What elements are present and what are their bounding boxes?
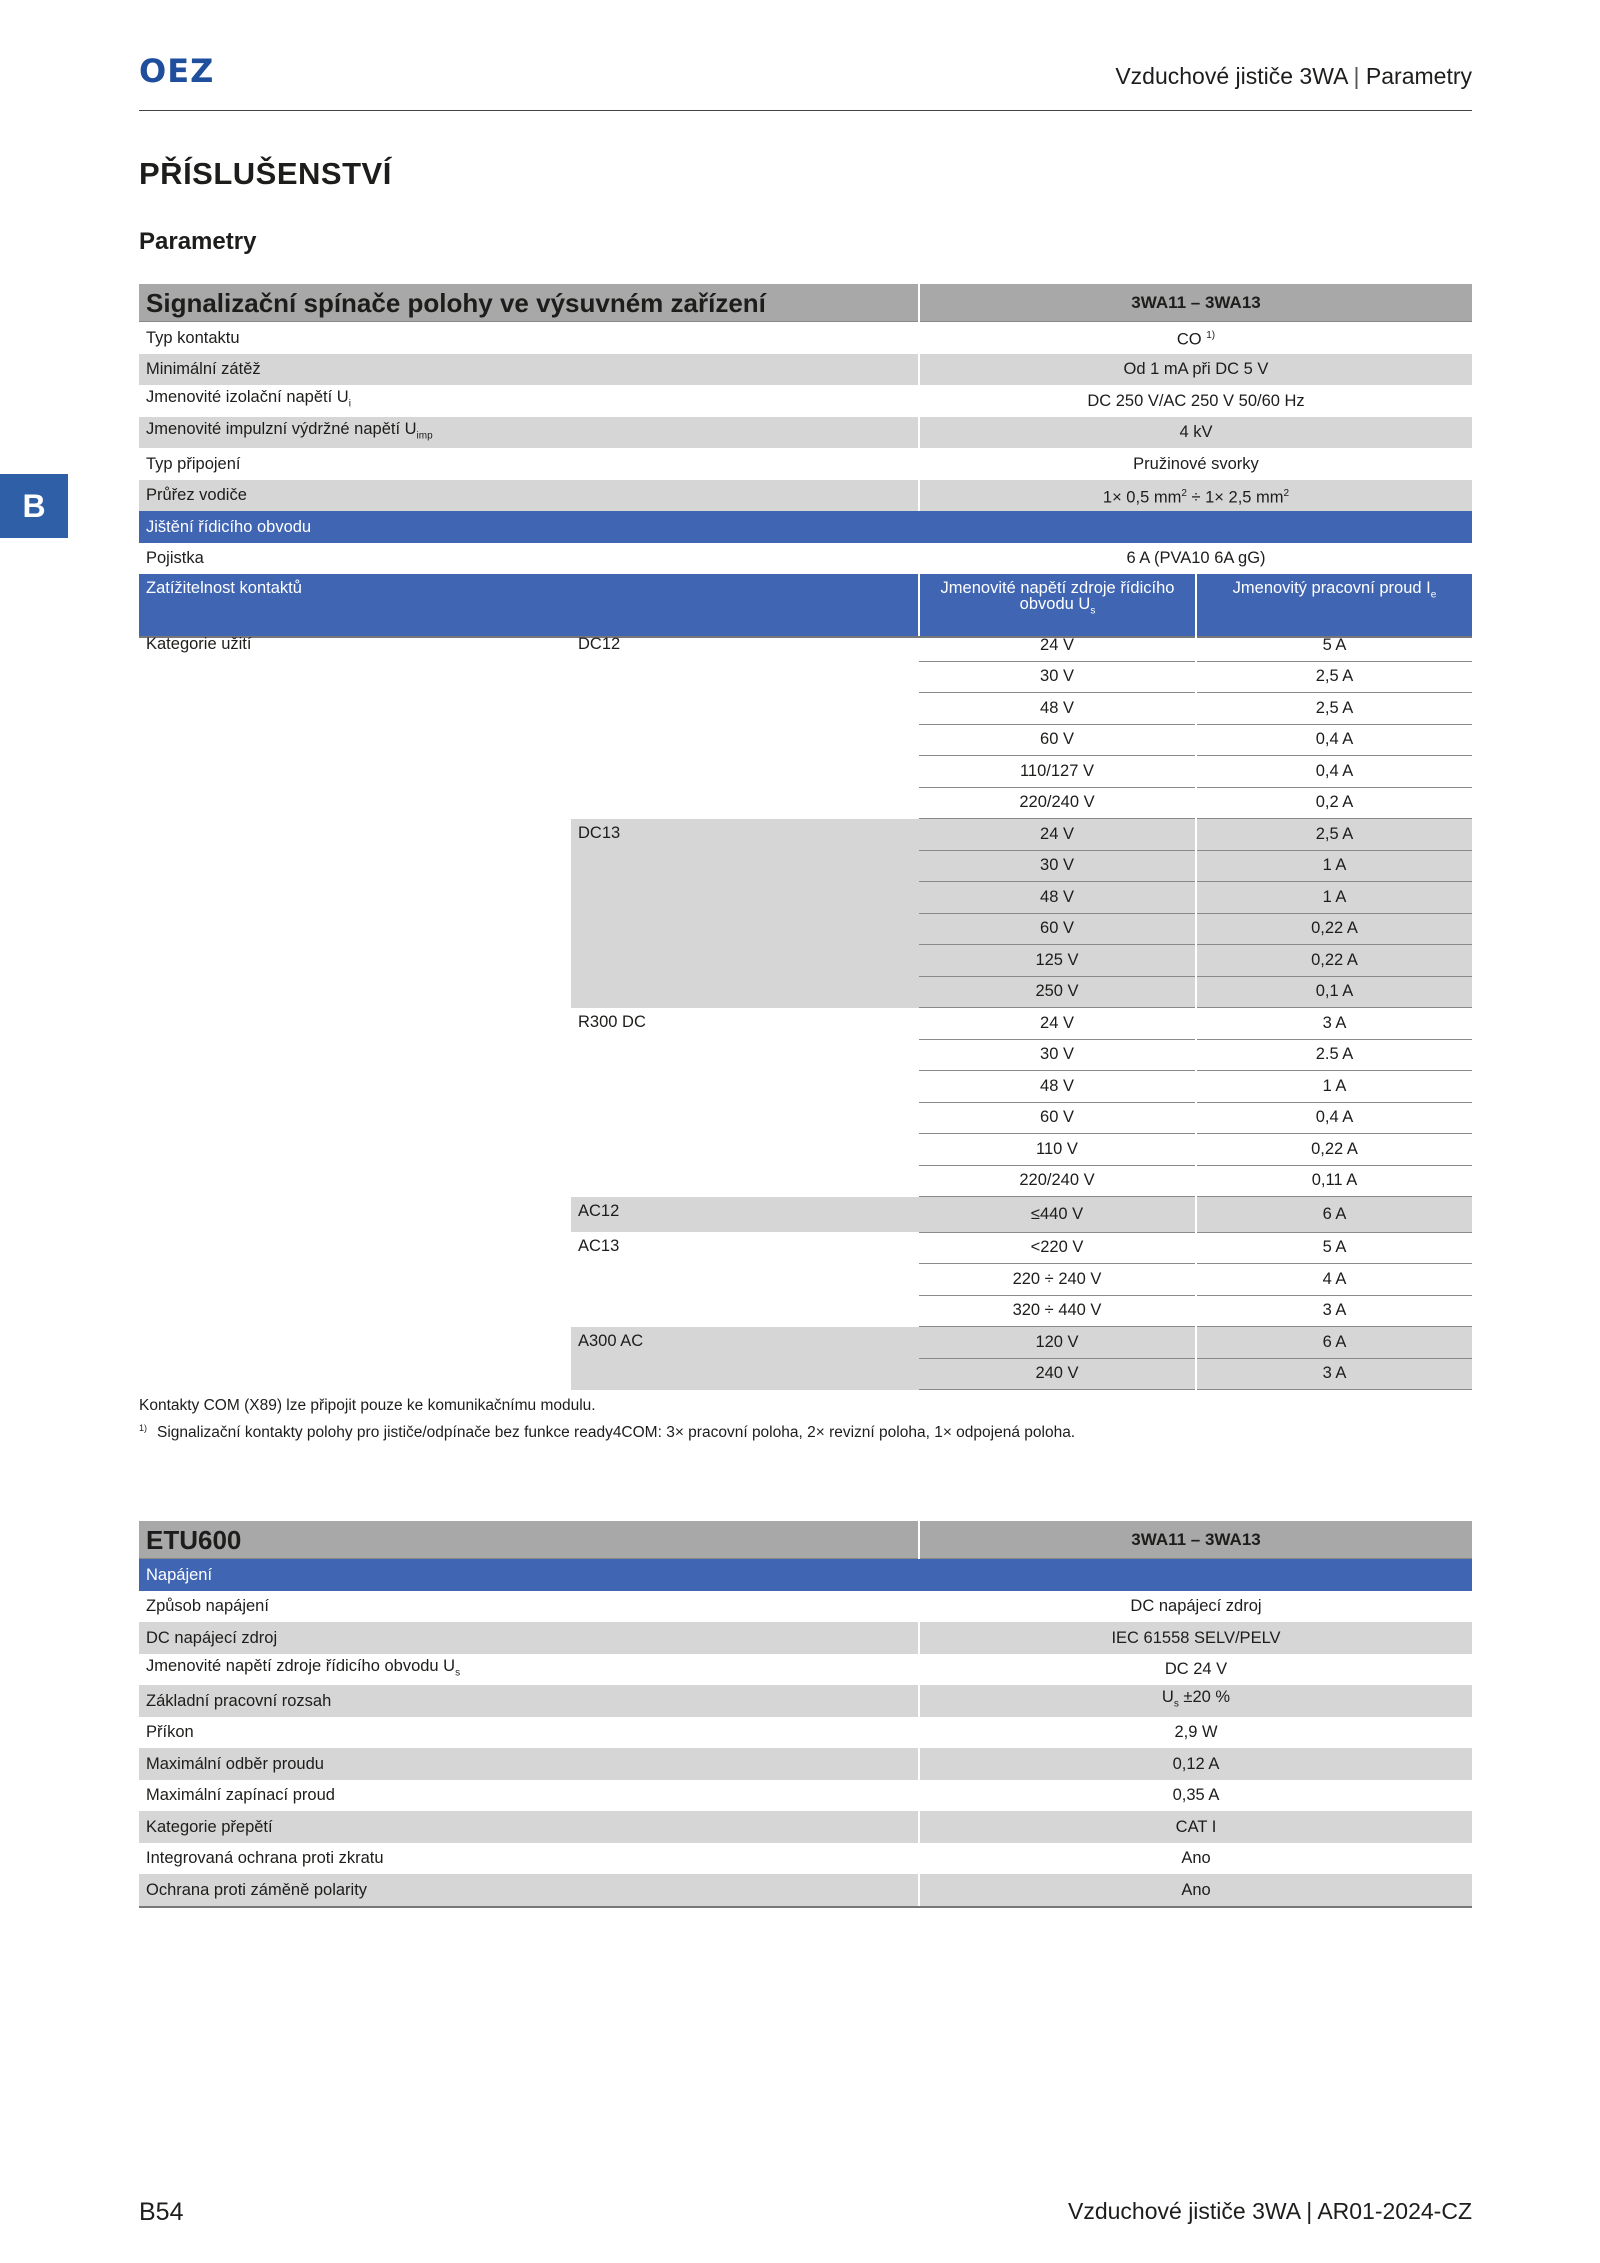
category-name: DC12	[578, 635, 621, 653]
row-value: 0,12 A	[919, 1748, 1472, 1780]
row-label: Kategorie přepětí	[139, 1811, 919, 1843]
table-row	[139, 448, 1472, 480]
voltage-value: 240 V	[919, 1358, 1196, 1390]
current-value: 0,22 A	[1196, 1134, 1472, 1166]
table-row	[139, 1748, 1472, 1780]
voltage-value: 60 V	[919, 724, 1196, 756]
usage-category-table	[139, 630, 1472, 1390]
voltage-value: 110 V	[919, 1134, 1196, 1166]
row-label: Minimální zátěž	[139, 354, 919, 386]
voltage-value: 48 V	[919, 882, 1196, 914]
current-value: 0,1 A	[1196, 976, 1472, 1008]
row-value: CO $^{1)}$	[919, 322, 1472, 354]
table-title: ETU600	[139, 1521, 919, 1559]
category-name: R300 DC	[578, 1012, 646, 1031]
voltage-value: 30 V	[919, 661, 1196, 693]
header-title-sub: Parametry	[1365, 63, 1472, 89]
row-value: Pružinové svorky	[919, 448, 1472, 480]
voltage-value: 120 V	[919, 1327, 1196, 1359]
table-row	[139, 322, 1472, 354]
row-label: Maximální zapínací proud	[146, 1786, 335, 1805]
row-value: IEC 61558 SELV/PELV	[919, 1622, 1472, 1654]
table-range: 3WA11 – 3WA13	[919, 1521, 1472, 1559]
row-value: Ano	[919, 1874, 1472, 1907]
section-label: Jištění řídicího obvodu	[139, 511, 1472, 543]
voltage-value: 30 V	[919, 1039, 1196, 1071]
current-value: 6 A	[1196, 1327, 1472, 1359]
voltage-value: 220/240 V	[919, 787, 1196, 819]
footer-separator: |	[1306, 2198, 1313, 2224]
section-label: Napájení	[139, 1559, 1472, 1591]
row-label: Příkon	[146, 1723, 194, 1742]
current-value: 2,5 A	[1196, 661, 1472, 693]
table-row	[139, 1811, 1472, 1843]
note-footnote: $^{1)}$ Signalizační kontakty polohy pro jističe/odpínače bez funkce ready4COM: 3× pracovní poloha, 2× revizní poloha, 1× odpojená poloha.	[139, 1423, 1076, 1442]
header-separator: |	[1353, 63, 1360, 89]
voltage-value: 48 V	[919, 1071, 1196, 1103]
footer-document-id	[1068, 2198, 1472, 2225]
voltage-value: 24 V	[919, 1008, 1196, 1040]
row-value: 1× 0,5 $mm^2 \div 1\times 2,5$ $mm^2$	[919, 480, 1472, 512]
table-row	[139, 1874, 1472, 1907]
row-label: Pojistka	[146, 549, 204, 568]
row-label: Maximální odběr proudu	[139, 1748, 919, 1780]
current-value: 3 A	[1196, 1358, 1472, 1390]
table-row	[139, 1780, 1472, 1812]
current-value: 2,5 A	[1196, 693, 1472, 725]
header-divider	[139, 110, 1472, 111]
voltage-value: <220 V	[919, 1232, 1196, 1264]
row-value: DC napájecí zdroj	[919, 1591, 1472, 1623]
row-label: Ochrana proti záměně polarity	[139, 1874, 919, 1907]
table-row	[139, 1622, 1472, 1654]
table-notes	[139, 1394, 1075, 1444]
switch-parameters-table	[139, 284, 1472, 638]
voltage-value: 320 ÷ 440 V	[919, 1295, 1196, 1327]
row-label: Průřez vodiče	[139, 480, 919, 512]
current-value: 0,22 A	[1196, 913, 1472, 945]
row-value: 6 A (PVA10 6A gG)	[919, 543, 1472, 575]
current-value: 1 A	[1196, 1071, 1472, 1103]
row-label: Integrovaná ochrana proti zkratu	[146, 1849, 384, 1868]
row-value: $U_s \pm 20$ %	[919, 1685, 1472, 1717]
row-value: CAT I	[919, 1811, 1472, 1843]
current-value: 3 A	[1196, 1295, 1472, 1327]
row-label: Typ připojení	[146, 454, 241, 473]
table-title-row	[139, 1521, 1472, 1559]
row-label: Základní pracovní rozsah	[139, 1685, 919, 1717]
table-row	[139, 1717, 1472, 1749]
table-range: 3WA11 – 3WA13	[919, 284, 1472, 322]
current-value: 0,4 A	[1196, 1102, 1472, 1134]
current-value: 0,2 A	[1196, 787, 1472, 819]
voltage-value: 24 V	[919, 630, 1196, 661]
row-value: Od 1 mA při DC 5 V	[919, 354, 1472, 386]
current-value: 0,4 A	[1196, 724, 1472, 756]
row-label: Typ kontaktu	[146, 328, 240, 347]
page-number: B54	[139, 2198, 184, 2226]
current-value: 2.5 A	[1196, 1039, 1472, 1071]
column-header-voltage: Jmenovité napětí zdroje řídicího obvodu $U_s$	[919, 574, 1196, 637]
current-value: 5 A	[1196, 630, 1472, 661]
voltage-value: ≤440 V	[919, 1197, 1196, 1233]
row-value: 4 kV	[919, 417, 1472, 449]
current-value: 0,4 A	[1196, 756, 1472, 788]
current-value: 2,5 A	[1196, 819, 1472, 851]
current-value: 1 A	[1196, 882, 1472, 914]
table-row	[139, 480, 1472, 512]
table-row	[139, 1654, 1472, 1686]
category-label: Kategorie užití	[146, 635, 252, 653]
column-header-current: Jmenovitý pracovní proud $I_e$	[1196, 574, 1472, 637]
current-value: 1 A	[1196, 850, 1472, 882]
voltage-value: 24 V	[919, 819, 1196, 851]
voltage-value: 125 V	[919, 945, 1196, 977]
row-value: 2,9 W	[919, 1717, 1472, 1749]
current-value: 0,22 A	[1196, 945, 1472, 977]
voltage-value: 220/240 V	[919, 1165, 1196, 1197]
row-value: DC 250 V/AC 250 V 50/60 Hz	[919, 385, 1472, 417]
current-value: 3 A	[1196, 1008, 1472, 1040]
current-value: 6 A	[1196, 1197, 1472, 1233]
table-row	[139, 543, 1472, 575]
voltage-value: 110/127 V	[919, 756, 1196, 788]
section-row-protection	[139, 511, 1472, 543]
category-name: A300 AC	[571, 1327, 919, 1390]
voltage-value: 48 V	[919, 693, 1196, 725]
row-label: Jmenovité impulzní výdržné napětí $U_{imp}$	[139, 417, 919, 449]
category-row	[139, 630, 1472, 661]
voltage-value: 250 V	[919, 976, 1196, 1008]
voltage-value: 220 ÷ 240 V	[919, 1264, 1196, 1296]
table-row	[139, 1843, 1472, 1875]
page-heading: PŘÍSLUŠENSTVÍ	[139, 156, 392, 191]
table-row	[139, 417, 1472, 449]
table-row	[139, 1685, 1472, 1717]
current-value: 5 A	[1196, 1232, 1472, 1264]
voltage-value: 30 V	[919, 850, 1196, 882]
table-row	[139, 354, 1472, 386]
section-row-contact-load	[139, 574, 1472, 637]
category-name: DC13	[571, 819, 919, 1008]
header-title-main: Vzduchové jističe 3WA	[1115, 63, 1348, 89]
chapter-tab: B	[0, 474, 68, 538]
table-row	[139, 1591, 1472, 1623]
row-value: 0,35 A	[919, 1780, 1472, 1812]
table-title: Signalizační spínače polohy ve výsuvném zařízení	[139, 284, 919, 322]
current-value: 0,11 A	[1196, 1165, 1472, 1197]
table-row	[139, 385, 1472, 417]
row-value: Ano	[919, 1843, 1472, 1875]
oez-logo: OEZ	[139, 52, 215, 90]
row-label: DC napájecí zdroj	[139, 1622, 919, 1654]
current-value: 4 A	[1196, 1264, 1472, 1296]
section-row-power	[139, 1559, 1472, 1591]
voltage-value: 60 V	[919, 913, 1196, 945]
note-com: Kontakty COM (X89) lze připojit pouze ke komunikačnímu modulu.	[139, 1397, 596, 1414]
category-name: AC13	[578, 1237, 620, 1255]
document-header-title	[1115, 63, 1472, 90]
table-title-row	[139, 284, 1472, 322]
row-label: Jmenovité napětí zdroje řídicího obvodu $U_s$	[146, 1656, 461, 1678]
etu600-table	[139, 1521, 1472, 1908]
row-value: DC 24 V	[919, 1654, 1472, 1686]
row-label: Jmenovité izolační napětí $U_i$	[146, 388, 351, 410]
row-label: Způsob napájení	[146, 1597, 269, 1616]
section-heading: Parametry	[139, 228, 257, 255]
category-name: AC12	[571, 1197, 919, 1233]
section-label: Zatížitelnost kontaktů	[139, 574, 919, 637]
footer-doc-title: Vzduchové jističe 3WA	[1068, 2198, 1300, 2224]
voltage-value: 60 V	[919, 1102, 1196, 1134]
footer-doc-code: AR01-2024-CZ	[1317, 2198, 1472, 2224]
